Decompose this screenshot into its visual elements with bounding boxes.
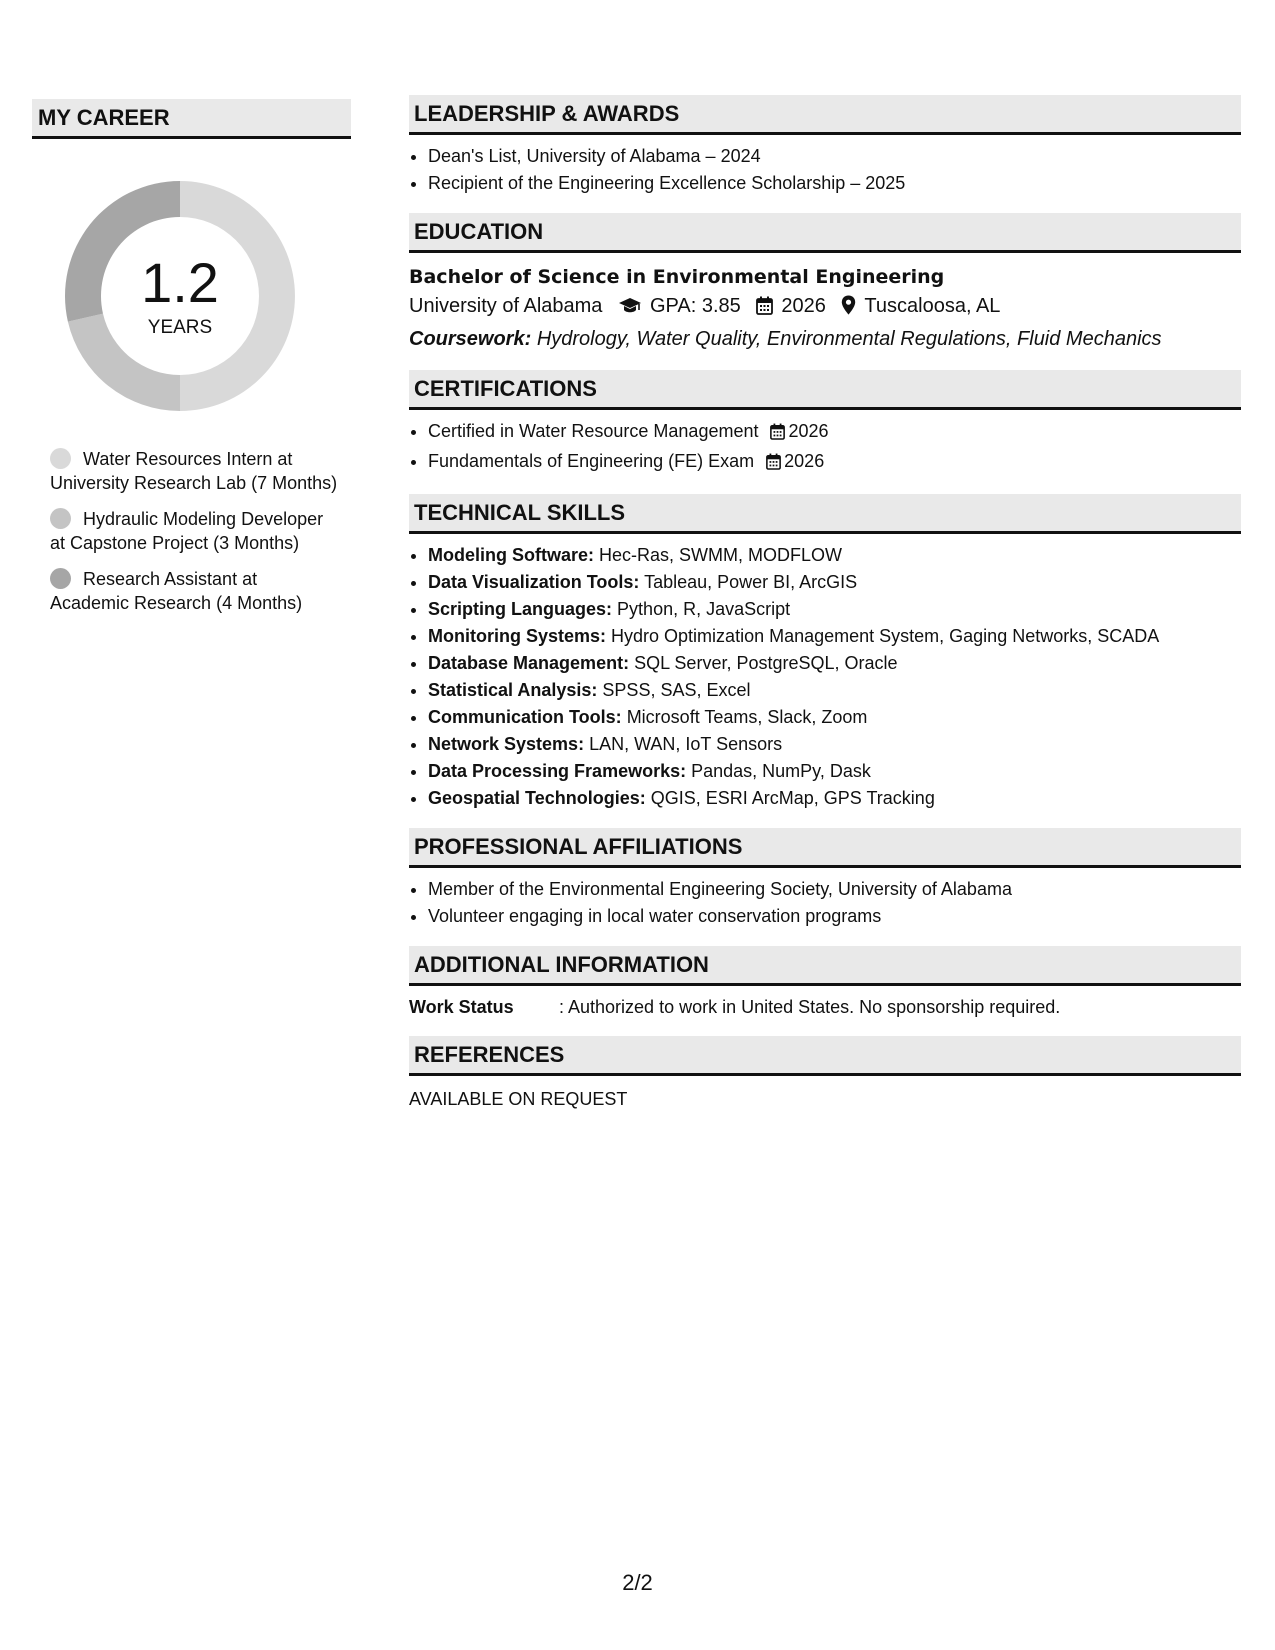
skill-label: Geospatial Technologies: [428,788,646,808]
affiliations-section [409,828,1241,930]
affiliations-heading: PROFESSIONAL AFFILIATIONS [409,828,1241,868]
skill-value: Tableau, Power BI, ArcGIS [644,572,858,592]
affiliations-list [409,876,1241,930]
graduation-cap-icon [618,294,642,324]
skills-heading: TECHNICAL SKILLS [409,494,1241,534]
references-text: AVAILABLE ON REQUEST [409,1089,628,1109]
calendar-icon [756,294,773,324]
certifications-heading: CERTIFICATIONS [409,370,1241,410]
cert-year: 2026 [784,451,825,471]
list-item [428,677,1241,704]
legend-dot-icon [50,568,71,589]
skill-value: SQL Server, PostgreSQL, Oracle [634,653,898,673]
skills-list [409,542,1241,812]
gpa: GPA: 3.85 [649,295,741,317]
skill-label: Database Management: [428,653,630,673]
calendar-icon [766,451,781,478]
skill-label: Scripting Languages: [428,599,613,619]
certifications-section [409,370,1241,478]
skill-label: Communication Tools: [428,707,622,727]
location-pin-icon [841,294,856,324]
work-status-value: : Authorized to work in United States. No sponsorship required. [559,997,1061,1017]
work-status-row [409,994,1241,1020]
skill-label: Data Processing Frameworks: [428,761,687,781]
list-item [428,542,1241,569]
skill-value: Hec-Ras, SWMM, MODFLOW [599,545,843,565]
university-name: University of Alabama [409,295,603,317]
location: Tuscaloosa, AL [864,295,1001,317]
references-section [409,1036,1241,1112]
degree-title: Bachelor of Science in Environmental Engineering [409,266,945,288]
leadership-section [409,95,1241,197]
skill-label: Statistical Analysis: [428,680,598,700]
skill-value: SPSS, SAS, Excel [602,680,751,700]
skill-label: Monitoring Systems: [428,626,607,646]
career-item [50,447,340,495]
career-item-text: Hydraulic Modeling Developer at Capstone Project (3 Months) [50,509,324,553]
education-heading: EDUCATION [409,213,1241,253]
additional-section [409,946,1241,1020]
list-item: • Recipient of the Engineering Excellence Scholarship – 2025 [428,170,1241,197]
skill-value: Microsoft Teams, Slack, Zoom [626,707,868,727]
list-item [428,785,1241,812]
calendar-icon [770,421,785,448]
list-item: • Dean's List, University of Alabama – 2024 [428,143,1241,170]
skill-value: Hydro Optimization Management System, Gaging Networks, SCADA [611,626,1160,646]
list-item [428,758,1241,785]
coursework [409,324,1241,354]
additional-heading: ADDITIONAL INFORMATION [409,946,1241,986]
skills-section [409,494,1241,812]
skill-label: Data Visualization Tools: [428,572,640,592]
list-item [428,448,1241,478]
cert-name: Fundamentals of Engineering (FE) Exam [428,451,755,471]
list-item [428,623,1241,650]
work-status-label: Work Status [409,997,514,1017]
education-details [409,291,1241,324]
cert-year: 2026 [788,421,829,441]
legend-dot-icon [50,508,71,529]
skill-value: Pandas, NumPy, Dask [691,761,871,781]
legend-dot-icon [50,448,71,469]
leadership-list [409,143,1241,197]
coursework-label: Coursework: [409,328,532,350]
career-item-text: Research Assistant at Academic Research (4 Months) [50,569,303,613]
list-item [428,731,1241,758]
career-total-unit: YEARS [147,317,213,338]
list-item: • Volunteer engaging in local water conservation programs [428,903,1241,930]
skill-value: LAN, WAN, IoT Sensors [589,734,783,754]
list-item [428,650,1241,677]
skill-value: QGIS, ESRI ArcMap, GPS Tracking [650,788,935,808]
career-list [50,447,340,615]
certifications-list [409,418,1241,478]
list-item [428,704,1241,731]
education-section [409,213,1241,354]
career-item-text: Water Resources Intern at University Research Lab (7 Months) [50,449,338,493]
skill-label: Network Systems: [428,734,585,754]
list-item [428,418,1241,448]
main-column [409,95,1241,1128]
career-sidebar [32,99,351,627]
career-item [50,567,340,615]
leadership-heading: LEADERSHIP & AWARDS [409,95,1241,135]
career-heading: MY CAREER [32,99,351,139]
coursework-list: Hydrology, Water Quality, Environmental Regulations, Fluid Mechanics [536,328,1162,350]
references-heading: REFERENCES [409,1036,1241,1076]
skill-value: Python, R, JavaScript [617,599,791,619]
list-item [428,596,1241,623]
career-total-value: 1.2 [141,251,219,314]
graduation-year: 2026 [781,295,826,317]
skill-label: Modeling Software: [428,545,594,565]
list-item: • Member of the Environmental Engineering Society, University of Alabama [428,876,1241,903]
list-item [428,569,1241,596]
career-item [50,507,340,555]
cert-name: Certified in Water Resource Management [428,421,759,441]
career-donut-chart [65,181,295,411]
page-number: 2/2 [622,1570,653,1595]
